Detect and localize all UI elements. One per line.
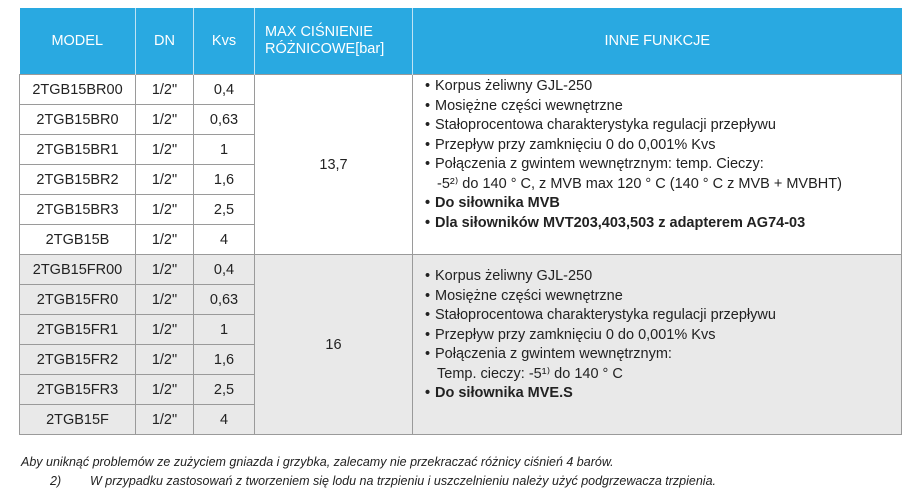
header-model: MODEL xyxy=(20,8,136,75)
feature-item: • Mosiężne części wewnętrzne xyxy=(435,287,895,307)
cell-kvs: 2,5 xyxy=(194,375,255,405)
cell-model: 2TGB15BR0 xyxy=(20,105,136,135)
feature-item: • Mosiężne części wewnętrzne xyxy=(435,97,895,117)
cell-kvs: 1 xyxy=(194,135,255,165)
cell-model: 2TGB15BR3 xyxy=(20,195,136,225)
feature-item-continuation: -5²⁾ do 140 ° C, z MVB max 120 ° C (140 ° C z MVB + MVBHT) xyxy=(437,175,842,192)
cell-dn: 1/2" xyxy=(136,315,194,345)
cell-dn: 1/2" xyxy=(136,165,194,195)
cell-kvs: 0,63 xyxy=(194,105,255,135)
footnote-2: W przypadku zastosowań z tworzeniem się lodu na trzpieniu i uszczelnieniu należy użyć podgrzewacza trzpienia. xyxy=(90,474,717,488)
cell-model: 2TGB15B xyxy=(20,225,136,255)
table-header-row xyxy=(20,8,902,75)
feature-item: • Połączenia z gwintem wewnętrznym: temp. Cieczy: xyxy=(435,155,895,175)
cell-kvs: 0,63 xyxy=(194,285,255,315)
cell-kvs: 0,4 xyxy=(194,255,255,285)
header-max-pressure: MAX CIŚNIENIE RÓŻNICOWE[bar] xyxy=(255,8,413,75)
header-dn: DN xyxy=(136,8,194,75)
cell-model: 2TGB15BR00 xyxy=(20,75,136,105)
cell-model: 2TGB15FR00 xyxy=(20,255,136,285)
cell-dn: 1/2" xyxy=(136,195,194,225)
cell-model: 2TGB15BR1 xyxy=(20,135,136,165)
feature-item: • Stałoprocentowa charakterystyka regulacji przepływu xyxy=(435,306,895,326)
feature-item: • Przepływ przy zamknięciu 0 do 0,001% Kvs xyxy=(435,326,895,346)
cell-dn: 1/2" xyxy=(136,285,194,315)
cell-dn: 1/2" xyxy=(136,225,194,255)
feature-item: • Dla siłowników MVT203,403,503 z adapterem AG74-03 xyxy=(435,214,895,234)
cell-model: 2TGB15FR0 xyxy=(20,285,136,315)
footnote-1: Aby uniknąć problemów ze zużyciem gniazda i grzybka, zalecamy nie przekraczać różnicy ciśnień 4 barów. xyxy=(21,455,614,469)
feature-item: • Korpus żeliwny GJL-250 xyxy=(435,77,895,97)
cell-model: 2TGB15F xyxy=(20,405,136,435)
cell-model: 2TGB15FR3 xyxy=(20,375,136,405)
cell-max-pressure: 16 xyxy=(255,255,413,435)
cell-features xyxy=(413,255,902,435)
cell-kvs: 1,6 xyxy=(194,165,255,195)
cell-model: 2TGB15FR1 xyxy=(20,315,136,345)
table-row xyxy=(20,75,902,105)
cell-dn: 1/2" xyxy=(136,405,194,435)
feature-item: • Korpus żeliwny GJL-250 xyxy=(435,267,895,287)
cell-kvs: 1,6 xyxy=(194,345,255,375)
cell-kvs: 2,5 xyxy=(194,195,255,225)
feature-list xyxy=(435,77,895,233)
cell-dn: 1/2" xyxy=(136,105,194,135)
feature-item: • Połączenia z gwintem wewnętrznym: xyxy=(435,345,895,365)
feature-item-continuation: Temp. cieczy: -5¹⁾ do 140 ° C xyxy=(437,365,623,382)
feature-item: • Stałoprocentowa charakterystyka regulacji przepływu xyxy=(435,116,895,136)
cell-dn: 1/2" xyxy=(136,135,194,165)
header-other-functions: INNE FUNKCJE xyxy=(413,8,902,75)
valve-spec-table xyxy=(19,8,902,435)
feature-list xyxy=(435,267,895,404)
cell-model: 2TGB15FR2 xyxy=(20,345,136,375)
cell-dn: 1/2" xyxy=(136,375,194,405)
cell-max-pressure: 13,7 xyxy=(255,75,413,255)
table-row xyxy=(20,255,902,285)
feature-item: • Do siłownika MVB xyxy=(435,194,895,214)
cell-kvs: 4 xyxy=(194,405,255,435)
cell-kvs: 4 xyxy=(194,225,255,255)
cell-features xyxy=(413,75,902,255)
cell-dn: 1/2" xyxy=(136,75,194,105)
top-border-line xyxy=(0,0,918,3)
header-kvs: Kvs xyxy=(194,8,255,75)
cell-kvs: 1 xyxy=(194,315,255,345)
feature-item: • Do siłownika MVE.S xyxy=(435,384,895,404)
cell-model: 2TGB15BR2 xyxy=(20,165,136,195)
footnote-2-number: 2) xyxy=(50,474,62,488)
cell-kvs: 0,4 xyxy=(194,75,255,105)
cell-dn: 1/2" xyxy=(136,345,194,375)
feature-item: • Przepływ przy zamknięciu 0 do 0,001% Kvs xyxy=(435,136,895,156)
cell-dn: 1/2" xyxy=(136,255,194,285)
